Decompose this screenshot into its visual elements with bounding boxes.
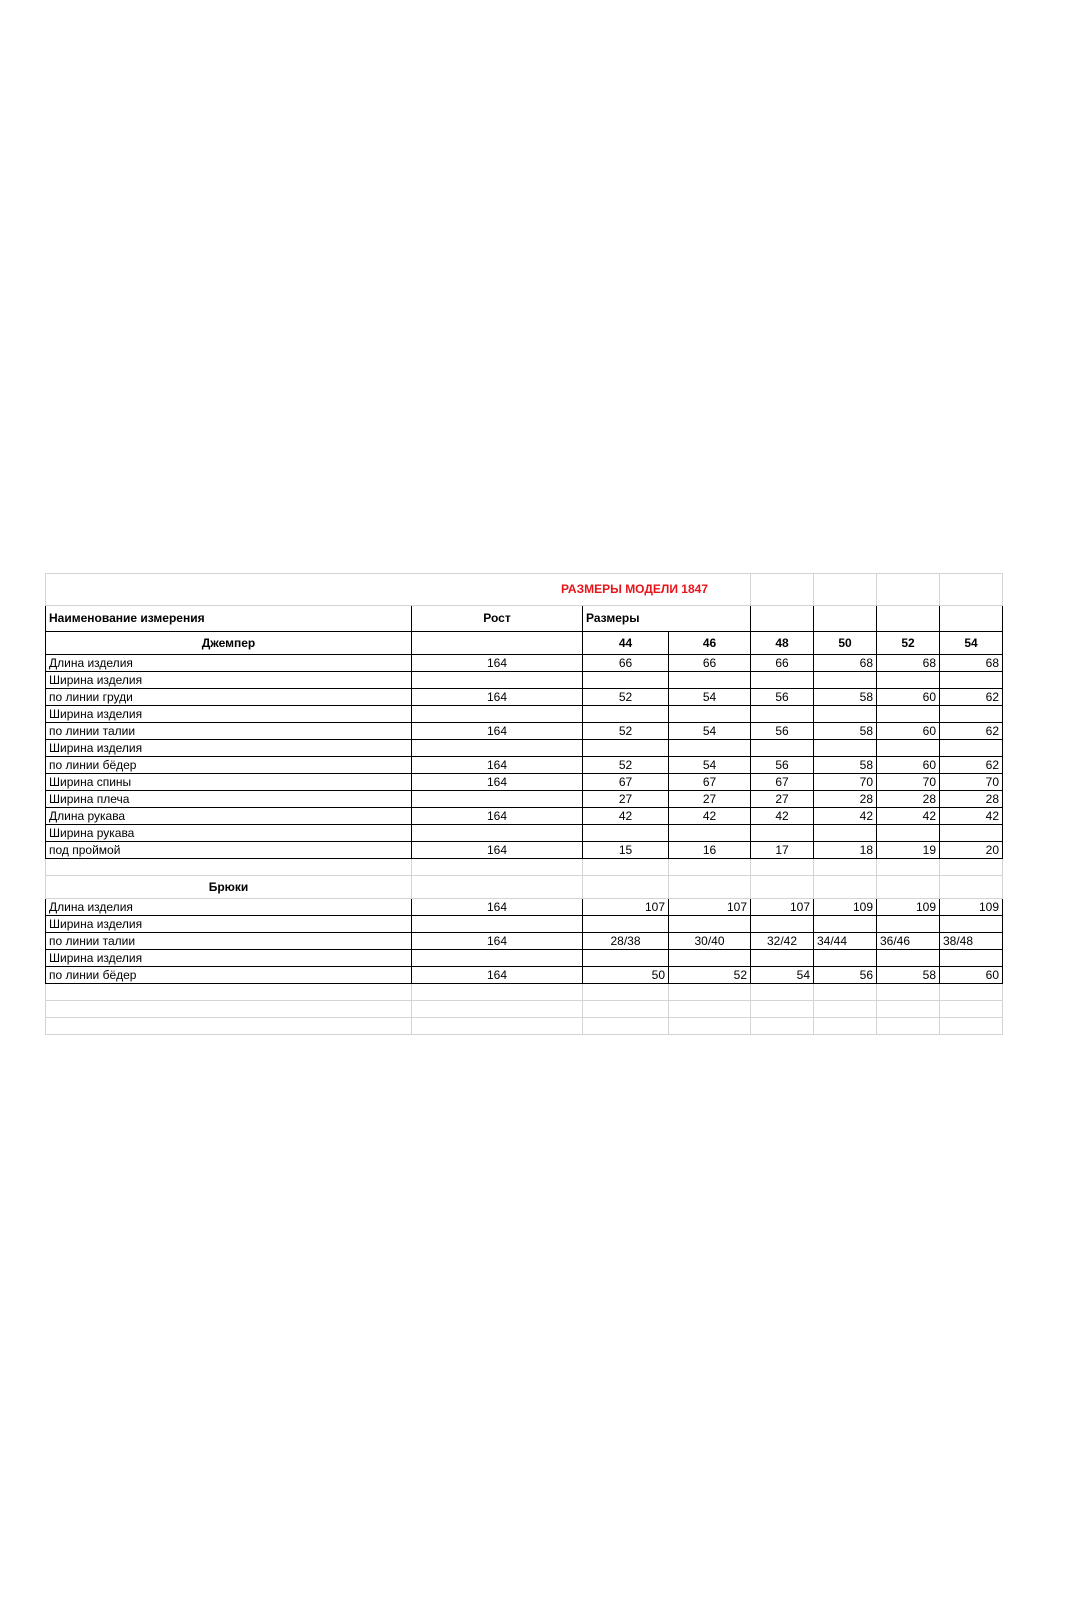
size-value <box>877 740 940 757</box>
size-value: 62 <box>940 757 1003 774</box>
size-value: 68 <box>877 655 940 672</box>
height-value <box>412 706 583 723</box>
size-table <box>45 573 1003 1035</box>
measurement-name: по линии талии <box>46 933 412 950</box>
size-value: 70 <box>814 774 877 791</box>
size-value <box>814 740 877 757</box>
size-value <box>583 916 669 933</box>
empty-cell <box>46 984 412 1001</box>
size-value: 60 <box>877 723 940 740</box>
empty-cell <box>751 606 814 632</box>
height-value: 164 <box>412 933 583 950</box>
size-value: 52 <box>669 967 751 984</box>
size-value: 62 <box>940 723 1003 740</box>
table-row <box>46 740 1003 757</box>
size-value <box>669 672 751 689</box>
blank-row <box>46 984 1003 1001</box>
empty-cell <box>814 984 877 1001</box>
table-row <box>46 757 1003 774</box>
height-header: Рост <box>412 606 583 632</box>
size-value <box>814 672 877 689</box>
size-value <box>877 916 940 933</box>
size-value: 107 <box>583 899 669 916</box>
size-value: 17 <box>751 842 814 859</box>
measure-header: Наименование измерения <box>46 606 412 632</box>
blank-row <box>46 859 1003 876</box>
table-row <box>46 916 1003 933</box>
empty-cell <box>877 1018 940 1035</box>
size-value: 60 <box>940 967 1003 984</box>
size-value <box>751 740 814 757</box>
size-value: 42 <box>940 808 1003 825</box>
size-value <box>751 916 814 933</box>
empty-cell <box>751 1001 814 1018</box>
table-row <box>46 655 1003 672</box>
empty-cell <box>877 876 940 899</box>
empty-cell <box>877 1001 940 1018</box>
size-value <box>583 825 669 842</box>
size-label: 44 <box>583 632 669 655</box>
height-value <box>412 916 583 933</box>
empty-cell <box>583 876 669 899</box>
size-value <box>751 950 814 967</box>
size-label: 50 <box>814 632 877 655</box>
size-value: 56 <box>814 967 877 984</box>
trousers-header-row <box>46 876 1003 899</box>
size-value: 19 <box>877 842 940 859</box>
size-value: 58 <box>814 689 877 706</box>
size-value <box>814 706 877 723</box>
size-value: 109 <box>940 899 1003 916</box>
height-value: 164 <box>412 967 583 984</box>
size-value: 28 <box>940 791 1003 808</box>
size-value: 27 <box>669 791 751 808</box>
empty-cell <box>814 876 877 899</box>
size-value: 58 <box>814 723 877 740</box>
empty-cell <box>814 859 877 876</box>
size-value <box>877 825 940 842</box>
size-value: 27 <box>751 791 814 808</box>
measurement-name: Ширина изделия <box>46 950 412 967</box>
size-value: 70 <box>940 774 1003 791</box>
size-value <box>940 740 1003 757</box>
size-value: 67 <box>669 774 751 791</box>
empty-cell <box>583 984 669 1001</box>
size-value: 60 <box>877 757 940 774</box>
empty-cell <box>814 574 877 606</box>
size-label: 46 <box>669 632 751 655</box>
height-value: 164 <box>412 655 583 672</box>
empty-cell <box>412 859 583 876</box>
title-row <box>46 574 1003 606</box>
size-value: 54 <box>669 723 751 740</box>
size-value: 52 <box>583 689 669 706</box>
size-value: 54 <box>669 757 751 774</box>
size-value <box>940 825 1003 842</box>
empty-cell <box>669 1001 751 1018</box>
size-value: 66 <box>669 655 751 672</box>
size-value: 54 <box>669 689 751 706</box>
size-value <box>940 916 1003 933</box>
measurement-name: Длина рукава <box>46 808 412 825</box>
empty-cell <box>940 1001 1003 1018</box>
size-value: 56 <box>751 757 814 774</box>
height-value: 164 <box>412 723 583 740</box>
size-label: 52 <box>877 632 940 655</box>
jumper-header-row <box>46 632 1003 655</box>
empty-cell <box>940 876 1003 899</box>
size-value: 68 <box>940 655 1003 672</box>
size-value: 58 <box>877 967 940 984</box>
height-value: 164 <box>412 808 583 825</box>
size-value: 68 <box>814 655 877 672</box>
sizes-header: Размеры <box>583 606 751 632</box>
height-value <box>412 791 583 808</box>
empty-cell <box>940 859 1003 876</box>
empty-cell <box>669 984 751 1001</box>
size-value <box>877 672 940 689</box>
measurement-name: по линии бёдер <box>46 967 412 984</box>
size-value: 52 <box>583 757 669 774</box>
size-value <box>940 950 1003 967</box>
size-value <box>814 950 877 967</box>
table-row <box>46 808 1003 825</box>
size-value: 42 <box>877 808 940 825</box>
measurement-name: Ширина рукава <box>46 825 412 842</box>
size-value: 54 <box>751 967 814 984</box>
measurement-name: Ширина изделия <box>46 706 412 723</box>
size-value: 67 <box>583 774 669 791</box>
table-row <box>46 774 1003 791</box>
size-value <box>940 706 1003 723</box>
jumper-section-title: Джемпер <box>46 632 412 655</box>
table-row <box>46 933 1003 950</box>
header-row <box>46 606 1003 632</box>
table-row <box>46 689 1003 706</box>
size-value: 36/46 <box>877 933 940 950</box>
measurement-name: Ширина изделия <box>46 672 412 689</box>
size-value <box>669 825 751 842</box>
table-row <box>46 791 1003 808</box>
size-value <box>669 916 751 933</box>
size-value: 58 <box>814 757 877 774</box>
height-value <box>412 950 583 967</box>
empty-cell <box>751 1018 814 1035</box>
blank-row <box>46 1001 1003 1018</box>
table-row <box>46 950 1003 967</box>
size-value: 109 <box>814 899 877 916</box>
empty-cell <box>412 1018 583 1035</box>
height-value: 164 <box>412 774 583 791</box>
size-value: 16 <box>669 842 751 859</box>
size-value: 34/44 <box>814 933 877 950</box>
empty-cell <box>751 859 814 876</box>
empty-cell <box>751 984 814 1001</box>
trousers-section-title: Брюки <box>46 876 412 899</box>
empty-cell <box>46 859 412 876</box>
size-value: 18 <box>814 842 877 859</box>
size-value <box>877 706 940 723</box>
size-value: 56 <box>751 689 814 706</box>
size-value: 66 <box>583 655 669 672</box>
table-row <box>46 723 1003 740</box>
size-value <box>814 916 877 933</box>
empty-cell <box>814 1018 877 1035</box>
size-value: 62 <box>940 689 1003 706</box>
height-value: 164 <box>412 689 583 706</box>
size-value: 52 <box>583 723 669 740</box>
empty-cell <box>940 606 1003 632</box>
size-value: 66 <box>751 655 814 672</box>
size-value: 109 <box>877 899 940 916</box>
blank-row <box>46 1018 1003 1035</box>
table-row <box>46 967 1003 984</box>
measurement-name: Длина изделия <box>46 899 412 916</box>
size-value: 28/38 <box>583 933 669 950</box>
measurement-name: по линии бёдер <box>46 757 412 774</box>
size-value: 30/40 <box>669 933 751 950</box>
empty-cell <box>940 1018 1003 1035</box>
size-value: 56 <box>751 723 814 740</box>
empty-cell <box>46 1001 412 1018</box>
size-value: 28 <box>877 791 940 808</box>
size-value <box>751 672 814 689</box>
measurement-name: по линии талии <box>46 723 412 740</box>
empty-cell <box>412 984 583 1001</box>
table-row <box>46 672 1003 689</box>
table-row <box>46 825 1003 842</box>
table-row <box>46 706 1003 723</box>
empty-cell <box>46 1018 412 1035</box>
table-row <box>46 899 1003 916</box>
size-value: 28 <box>814 791 877 808</box>
size-value <box>583 740 669 757</box>
empty-cell <box>583 1001 669 1018</box>
size-value <box>751 825 814 842</box>
size-value: 60 <box>877 689 940 706</box>
size-value: 38/48 <box>940 933 1003 950</box>
measurement-name: Ширина изделия <box>46 740 412 757</box>
size-value <box>877 950 940 967</box>
size-value <box>583 672 669 689</box>
size-value <box>583 706 669 723</box>
height-value: 164 <box>412 757 583 774</box>
size-value: 42 <box>751 808 814 825</box>
empty-cell <box>940 574 1003 606</box>
empty-cell <box>877 574 940 606</box>
size-value: 42 <box>814 808 877 825</box>
size-value <box>669 706 751 723</box>
empty-cell <box>583 859 669 876</box>
size-value: 67 <box>751 774 814 791</box>
empty-cell <box>877 984 940 1001</box>
height-value: 164 <box>412 842 583 859</box>
measurement-name: Ширина изделия <box>46 916 412 933</box>
size-value <box>940 672 1003 689</box>
measurement-name: Ширина плеча <box>46 791 412 808</box>
size-value <box>669 950 751 967</box>
size-value: 27 <box>583 791 669 808</box>
height-value <box>412 825 583 842</box>
size-value: 20 <box>940 842 1003 859</box>
empty-cell <box>751 574 814 606</box>
size-label: 54 <box>940 632 1003 655</box>
empty-cell <box>412 632 583 655</box>
size-value <box>814 825 877 842</box>
table-row <box>46 842 1003 859</box>
empty-cell <box>669 1018 751 1035</box>
empty-cell <box>814 606 877 632</box>
empty-cell <box>751 876 814 899</box>
empty-cell <box>669 859 751 876</box>
empty-cell <box>877 606 940 632</box>
size-value: 15 <box>583 842 669 859</box>
empty-cell <box>412 1001 583 1018</box>
size-label: 48 <box>751 632 814 655</box>
measurement-name: Длина изделия <box>46 655 412 672</box>
empty-cell <box>412 876 583 899</box>
height-value <box>412 672 583 689</box>
empty-cell <box>877 859 940 876</box>
height-value: 164 <box>412 899 583 916</box>
size-value: 42 <box>583 808 669 825</box>
size-value: 32/42 <box>751 933 814 950</box>
size-value: 42 <box>669 808 751 825</box>
measurement-name: под проймой <box>46 842 412 859</box>
height-value <box>412 740 583 757</box>
empty-cell <box>583 1018 669 1035</box>
size-value: 50 <box>583 967 669 984</box>
table-title: РАЗМЕРЫ МОДЕЛИ 1847 <box>46 574 751 606</box>
size-value <box>583 950 669 967</box>
size-value: 70 <box>877 774 940 791</box>
empty-cell <box>814 1001 877 1018</box>
empty-cell <box>940 984 1003 1001</box>
measurement-name: по линии груди <box>46 689 412 706</box>
size-value <box>669 740 751 757</box>
measurement-name: Ширина спины <box>46 774 412 791</box>
size-value: 107 <box>751 899 814 916</box>
empty-cell <box>669 876 751 899</box>
size-value: 107 <box>669 899 751 916</box>
size-value <box>751 706 814 723</box>
